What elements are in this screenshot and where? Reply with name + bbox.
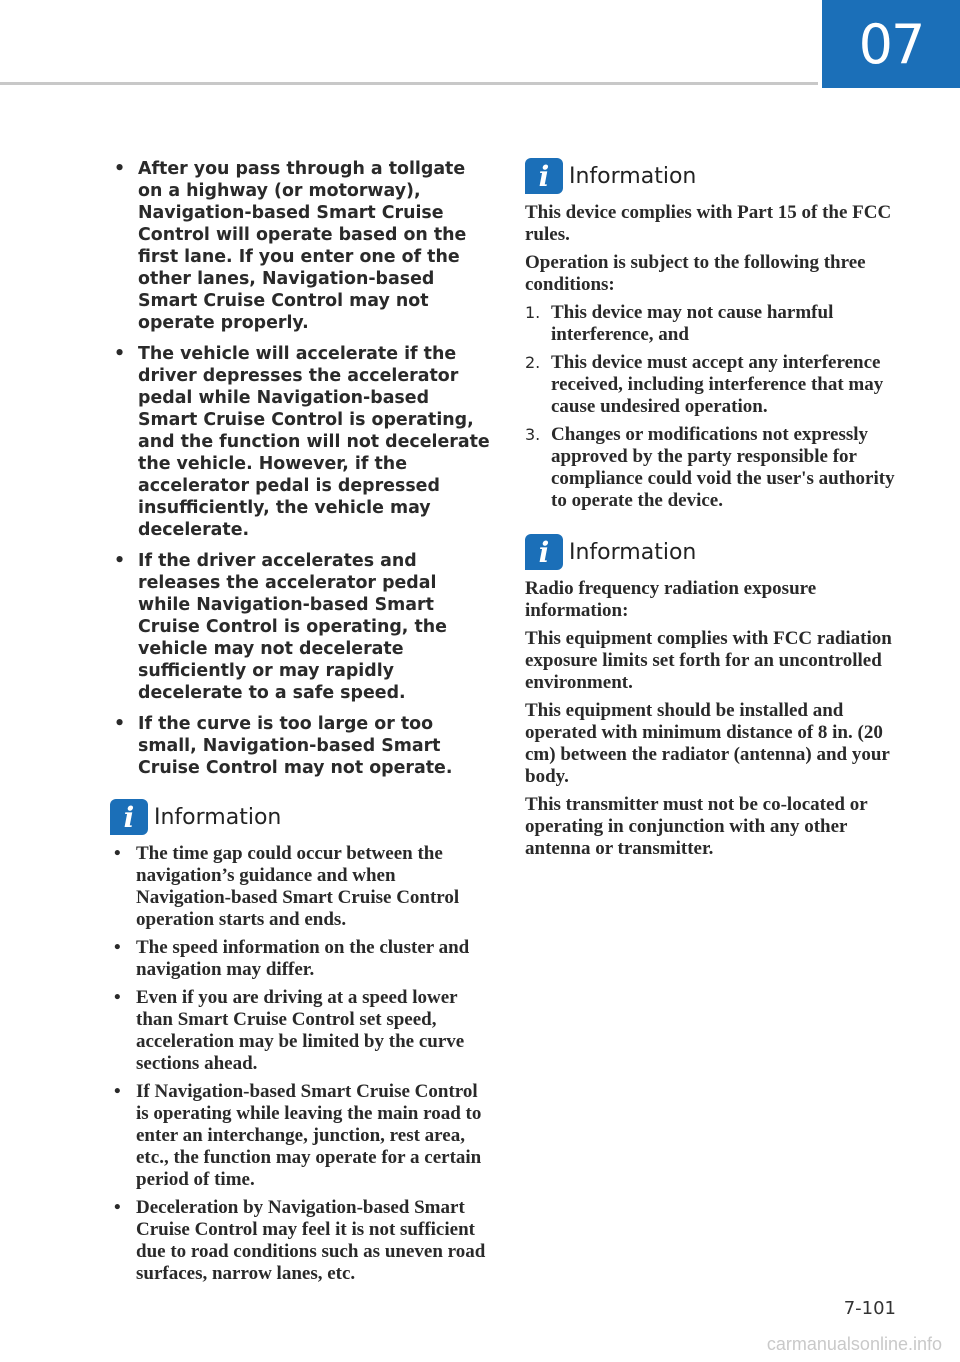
- left-column: [112, 158, 490, 1291]
- info-paragraph: This equipment complies with FCC radiation exposure limits set forth for an uncontrolled environment.: [525, 628, 892, 693]
- info-notes-list: [112, 843, 490, 1285]
- info-paragraph: Radio frequency radiation exposure information:: [525, 578, 817, 621]
- info-note: • If Navigation-based Smart Cruise Control is operating while leaving the main road to enter an interchange, junction, rest area, etc., the function may operate for a certain period of time.: [112, 1081, 490, 1191]
- info-title: Information: [569, 163, 697, 189]
- info-note: • Even if you are driving at a speed lower than Smart Cruise Control set speed, acceleration may be limited by the curve sections ahead.: [112, 987, 490, 1075]
- watermark: carmanualsonline.info: [766, 1334, 942, 1354]
- info-title: Information: [569, 539, 697, 565]
- warning-item: • After you pass through a tollgate on a highway (or motorway), Navigation-based Smart Cruise Control will operate based on the first lane. If you enter one of the other lanes, Navigation-based Smart Cruise Control may not operate properly.: [112, 158, 490, 334]
- condition-number: 1.: [525, 303, 541, 322]
- info-icon: i: [110, 799, 148, 835]
- condition-text: This device may not cause harmful interference, and: [551, 302, 834, 345]
- info-icon: i: [525, 158, 563, 194]
- info-heading: [110, 799, 490, 835]
- info-heading: [525, 534, 903, 570]
- info-note: • The time gap could occur between the navigation’s guidance and when Navigation-based Smart Cruise Control operation starts and ends.: [112, 843, 490, 931]
- chapter-tab: 07: [822, 0, 960, 88]
- warning-item: • If the curve is too large or too small, Navigation-based Smart Cruise Control may not operate.: [112, 713, 490, 779]
- condition-item: [525, 424, 903, 512]
- condition-number: 3.: [525, 425, 541, 444]
- info-paragraph: This device complies with Part 15 of the FCC rules.: [525, 202, 892, 245]
- warning-item: • The vehicle will accelerate if the driver depresses the accelerator pedal while Navigation-based Smart Cruise Control is operating, and the function will not decelerate the vehicle. However, if the accelerator pedal is depressed insufficiently, the vehicle may decelerate.: [112, 343, 490, 541]
- info-note: • The speed information on the cluster and navigation may differ.: [112, 937, 490, 981]
- condition-number: 2.: [525, 353, 541, 372]
- header-rule: [0, 82, 818, 85]
- info-icon: i: [525, 534, 563, 570]
- warning-list: [112, 158, 490, 779]
- info-note: • Deceleration by Navigation-based Smart Cruise Control may feel it is not sufficient due to road conditions such as uneven road surfaces, narrow lanes, etc.: [112, 1197, 490, 1285]
- page-number: 7-101: [843, 1298, 896, 1319]
- info-paragraph: This equipment should be installed and operated with minimum distance of 8 in. (20 cm) between the radiator (antenna) and your body.: [525, 700, 890, 787]
- info-paragraph: Operation is subject to the following three conditions:: [525, 252, 866, 295]
- warning-item: • If the driver accelerates and releases the accelerator pedal while Navigation-based Smart Cruise Control is operating, the vehicle may not decelerate sufficiently or may rapidly decelerate to a safe speed.: [112, 550, 490, 704]
- condition-item: [525, 352, 903, 418]
- info-paragraph: This transmitter must not be co-located or operating in conjunction with any other antenna or transmitter.: [525, 794, 868, 859]
- conditions-list: [525, 302, 903, 512]
- right-column: [525, 158, 903, 866]
- condition-text: Changes or modifications not expressly approved by the party responsible for compliance could void the user's authority to operate the device.: [551, 424, 895, 511]
- info-heading: [525, 158, 903, 194]
- info-title: Information: [154, 804, 282, 830]
- condition-text: This device must accept any interference received, including interference that may cause undesired operation.: [551, 352, 884, 417]
- condition-item: [525, 302, 903, 346]
